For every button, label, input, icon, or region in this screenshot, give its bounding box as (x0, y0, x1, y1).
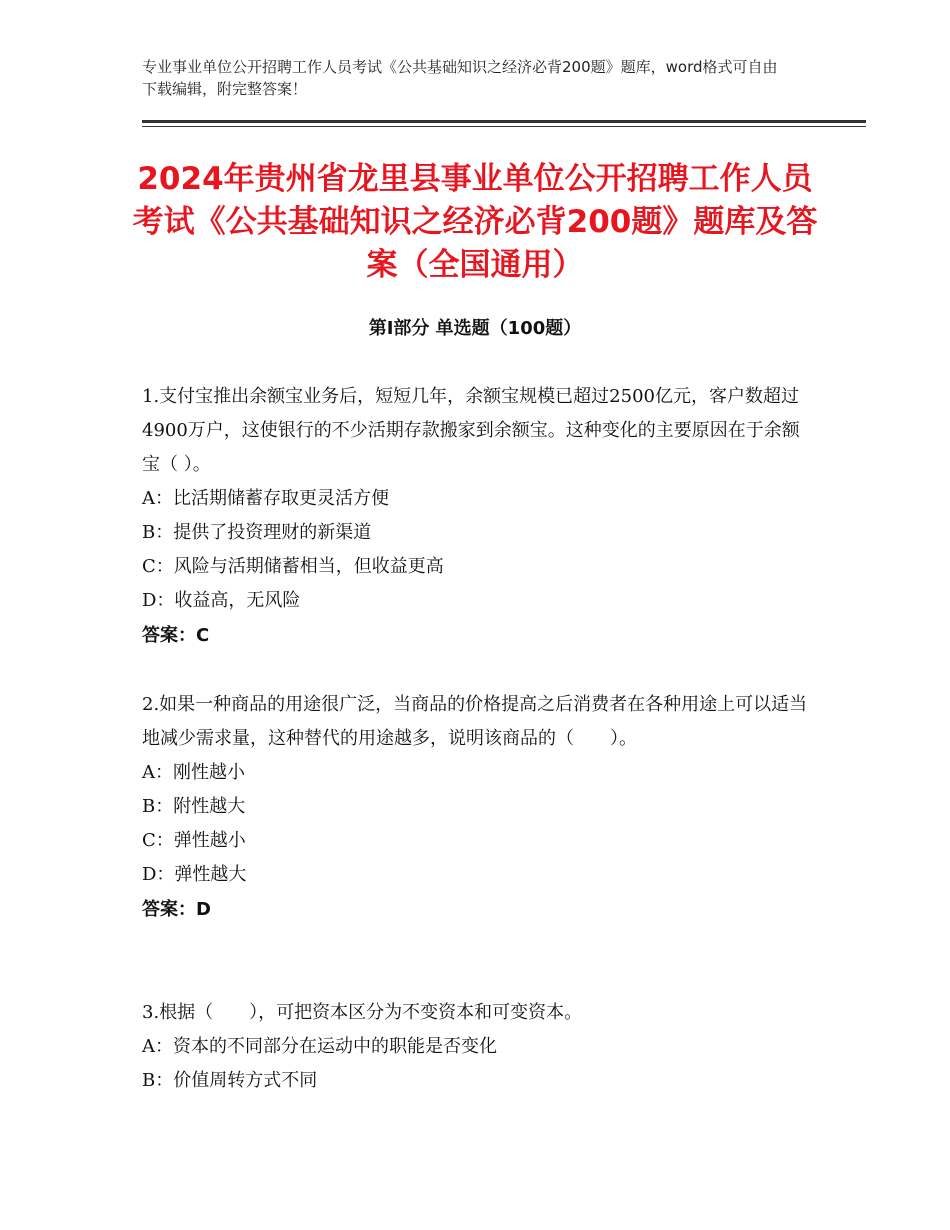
option-a: A：资本的不同部分在运动中的职能是否变化 (142, 1036, 497, 1057)
question-1 (142, 380, 812, 654)
option-d: D：弹性越大 (142, 864, 247, 885)
section-heading: 第Ⅰ部分 单选题（100题） (368, 318, 582, 339)
question-stem: 1.支付宝推出余额宝业务后，短短几年，余额宝规模已超过2500亿元，客户数超过4900万户，这使银行的不少活期存款搬家到余额宝。这种变化的主要原因在于余额宝（ ）。 (142, 386, 800, 475)
option-b: B：附性越大 (142, 796, 246, 817)
option-a: A：比活期储蓄存取更灵活方便 (142, 488, 389, 509)
answer-label: 答案：C (142, 625, 210, 646)
document-title: 2024年贵州省龙里县事业单位公开招聘工作人员考试《公共基础知识之经济必背200题》题库及答案（全国通用） (132, 161, 818, 283)
option-d: D：收益高，无风险 (142, 590, 301, 611)
option-b: B：提供了投资理财的新渠道 (142, 522, 372, 543)
header-divider-thin (142, 126, 866, 127)
option-b: B：价值周转方式不同 (142, 1070, 318, 1091)
header-divider-thick (142, 120, 866, 123)
question-stem: 3.根据（ ），可把资本区分为不变资本和可变资本。 (142, 1002, 583, 1023)
question-stem: 2.如果一种商品的用途很广泛，当商品的价格提高之后消费者在各种用途上可以适当地减少需求量，这种替代的用途越多，说明该商品的（ ）。 (142, 694, 808, 749)
option-c: C：风险与活期储蓄相当，但收益更高 (142, 556, 444, 577)
option-a: A：刚性越小 (142, 762, 245, 783)
question-2 (142, 688, 812, 928)
question-3 (142, 996, 812, 1098)
header-note: 专业事业单位公开招聘工作人员考试《公共基础知识之经济必背200题》题库，word格式可自由下载编辑，附完整答案！ (142, 58, 778, 98)
answer-label: 答案：D (142, 899, 211, 920)
option-c: C：弹性越小 (142, 830, 246, 851)
